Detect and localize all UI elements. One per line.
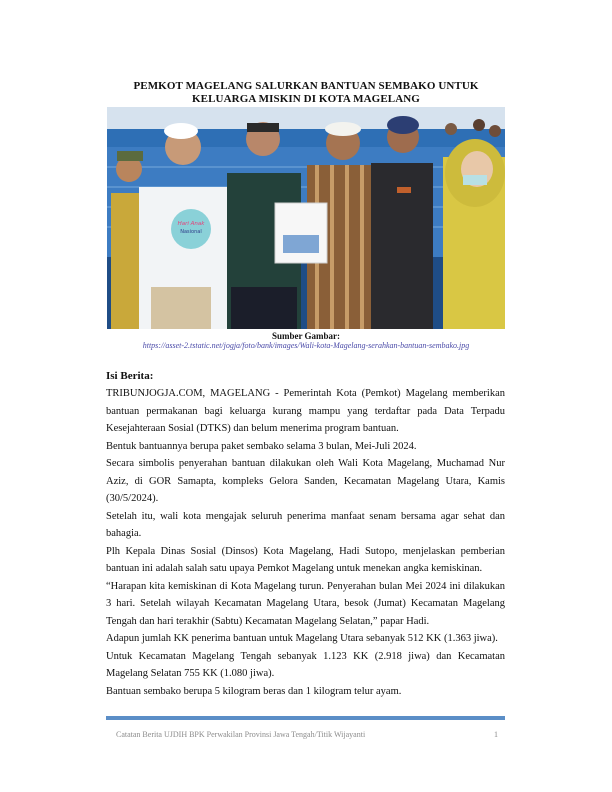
paragraph: Adapun jumlah KK penerima bantuan untuk Magelang Utara sebanyak 512 KK (1.363 jiwa). xyxy=(106,633,498,644)
title-line-2: KELUARGA MISKIN DI KOTA MAGELANG xyxy=(192,93,420,105)
page-number: 1 xyxy=(494,730,498,739)
paragraph: Untuk Kecamatan Magelang Tengah sebanyak 1.123 KK (2.918 jiwa) dan Kecamatan Magelang Selatan 755 KK (1.080 jiwa). xyxy=(106,650,505,679)
image-caption-label: Sumber Gambar: xyxy=(271,331,341,341)
document-title xyxy=(106,80,506,106)
banner-text-1: Hari Anak xyxy=(177,221,205,227)
paragraph: Plh Kepala Dinas Sosial (Dinsos) Kota Magelang, Hadi Sutopo, menjelaskan pemberian bantuan ini adalah salah satu upaya Pemkot Magelang untuk menekan angka kemiskinan. xyxy=(106,545,505,574)
image-source-link[interactable]: https://asset-2.tstatic.net/jogja/foto/bank/images/Wali-kota-Magelang-serahkan-bantuan-sembako.jpg xyxy=(142,341,470,350)
paragraph: “Harapan kita kemiskinan di Kota Magelang turun. Penyerahan bulan Mei 2024 ini dilakukan 3 hari. Setelah wilayah Kecamatan Magelang Utara, besok (Jumat) Kecamatan Magelang Tengah dan hari terakhir (Sabtu) Kecamatan Magelang Selatan,” papar Hadi. xyxy=(106,580,505,627)
banner-text-2: Nasional xyxy=(180,229,202,235)
paragraph: Secara simbolis penyerahan bantuan dilakukan oleh Wali Kota Magelang, Muchamad Nur Aziz, di GOR Samapta, kompleks Gelora Sanden, Kecamatan Magelang Utara, Kamis (30/5/2024). xyxy=(106,458,505,504)
section-label: Isi Berita: xyxy=(106,370,154,382)
title-line-1: PEMKOT MAGELANG SALURKAN BANTUAN SEMBAKO UNTUK xyxy=(133,80,479,92)
article-body xyxy=(106,385,505,700)
paragraph: Bantuan sembako berupa 5 kilogram beras dan 1 kilogram telur ayam. xyxy=(106,685,402,697)
footer-text: Catatan Berita UJDIH BPK Perwakilan Provinsi Jawa Tengah/Titik Wijayanti xyxy=(116,730,366,739)
paragraph: Bentuk bantuannya berupa paket sembako selama 3 bulan, Mei-Juli 2024. xyxy=(106,440,417,452)
news-photo xyxy=(107,107,505,329)
paragraph: Setelah itu, wali kota mengajak seluruh penerima manfaat senam bersama agar sehat dan bahagia. xyxy=(106,510,505,539)
paragraph: TRIBUNJOGJA.COM, MAGELANG - Pemerintah Kota (Pemkot) Magelang memberikan bantuan permakanan bagi keluarga kurang mampu yang terdaftar pada Data Terpadu Kesejahteraan Sosial (DTKS) dan belum menerima program bantuan. xyxy=(106,388,505,434)
footer-divider xyxy=(106,716,505,720)
